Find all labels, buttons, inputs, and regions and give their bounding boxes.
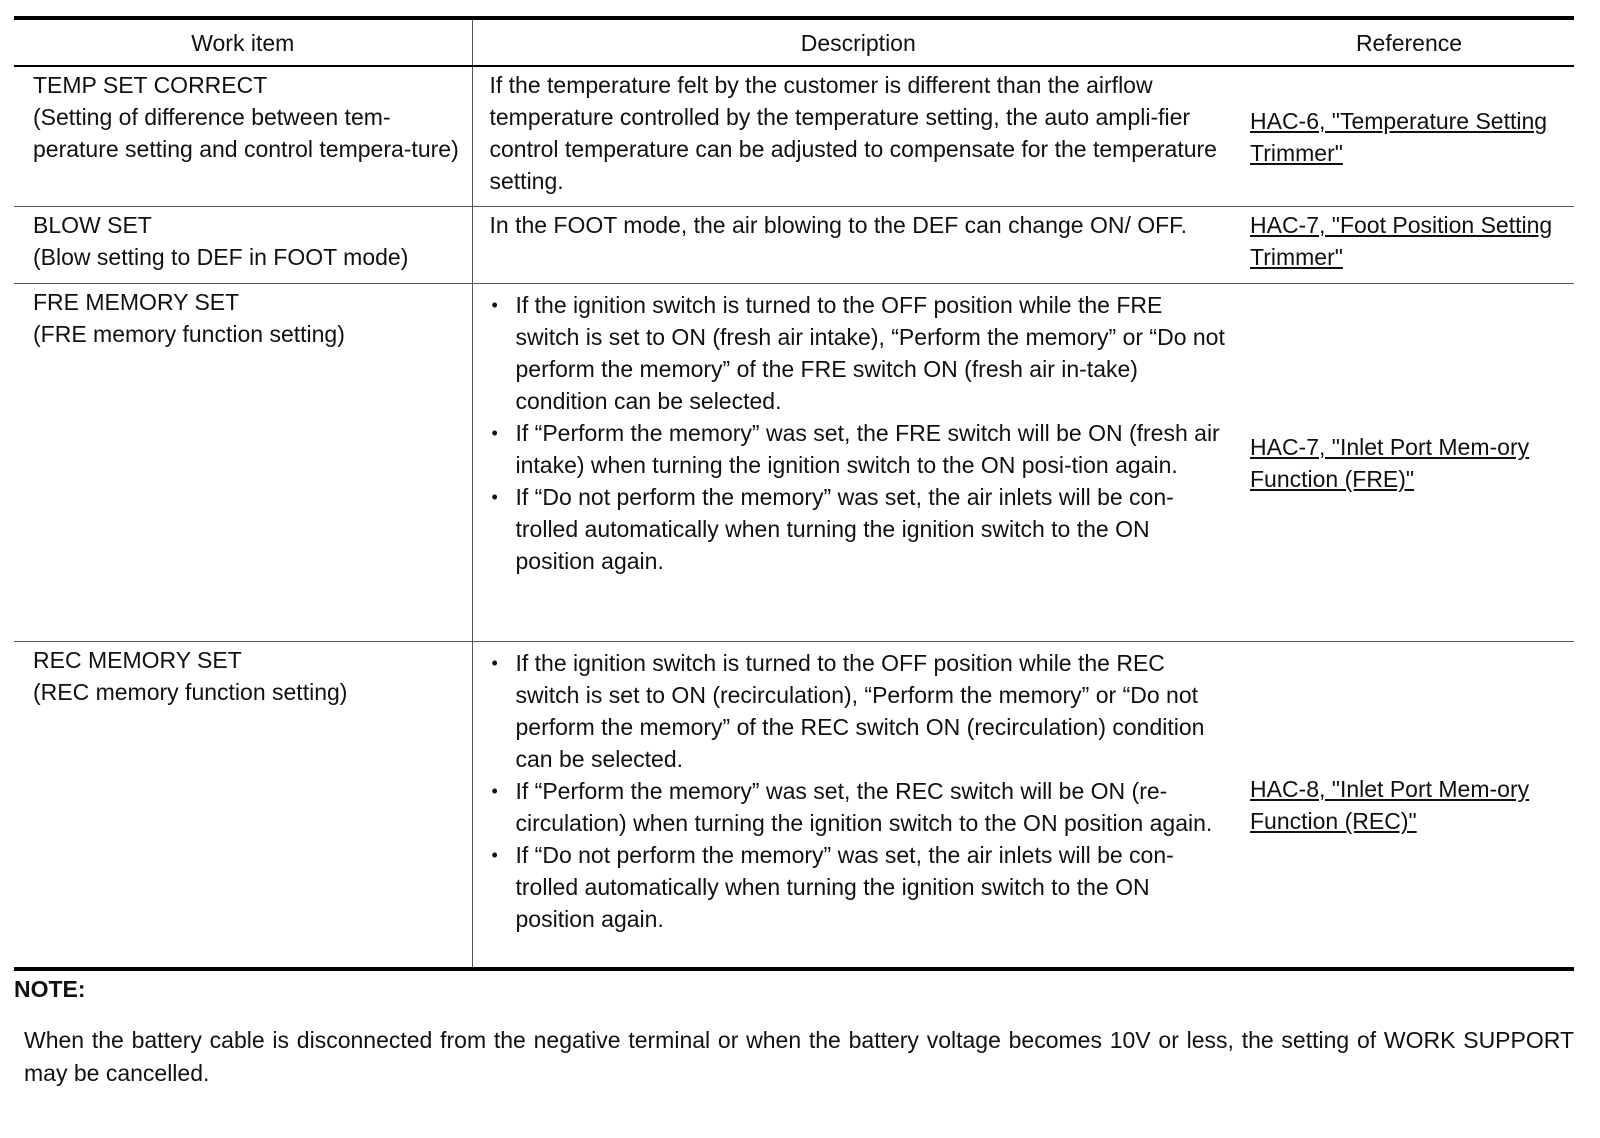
document-page [14, 16, 1574, 971]
reference-link[interactable]: HAC-7, "Inlet Port Mem-ory Function (FRE)" [1250, 434, 1530, 492]
work-item-cell [14, 641, 472, 969]
work-item-title: REC MEMORY SET [33, 646, 242, 673]
note-title: NOTE: [14, 976, 86, 1002]
bullet-item: • If “Do not perform the memory” was set, the air inlets will be con-trolled automatically when turning the ignition switch to the ON position again. [490, 839, 1229, 935]
work-support-table [14, 16, 1574, 971]
description-bullet-list [490, 286, 1229, 577]
reference-cell [1244, 641, 1574, 969]
note-text: When the battery cable is disconnected from the negative terminal or when the battery voltage becomes 10V or less, the setting of WORK SUPPORT may be cancelled. [24, 1027, 1574, 1086]
table-header-row [14, 18, 1574, 66]
work-item-subtitle: (FRE memory function setting) [33, 320, 345, 347]
description-cell [472, 283, 1244, 641]
work-item-subtitle: (Setting of difference between tem-perature setting and control tempera-ture) [33, 104, 459, 162]
reference-link[interactable]: HAC-7, "Foot Position Setting Trimmer" [1250, 211, 1553, 270]
description-text: If the temperature felt by the customer is different than the airflow temperature controlled by the temperature setting, the auto ampli-fier control temperature can be adjusted to compensate for the temperature setting. [489, 72, 1217, 194]
reference-link[interactable]: HAC-6, "Temperature Setting Trimmer" [1250, 108, 1548, 167]
work-item-cell [14, 283, 472, 641]
reference-cell [1244, 206, 1574, 283]
bullet-item: • If “Perform the memory” was set, the REC switch will be ON (re-circulation) when turning the ignition switch to the ON position again. [490, 775, 1229, 839]
work-item-title: BLOW SET [33, 211, 152, 238]
header-work-item: Work item [14, 18, 472, 66]
bullet-item: • If “Perform the memory” was set, the FRE switch will be ON (fresh air intake) when turning the ignition switch to the ON posi-tion again. [490, 417, 1229, 481]
reference-link[interactable]: HAC-8, "Inlet Port Mem-ory Function (REC)" [1250, 776, 1530, 835]
work-item-title: TEMP SET CORRECT [33, 72, 268, 98]
work-item-cell [14, 66, 472, 206]
reference-cell [1244, 283, 1574, 641]
description-text: In the FOOT mode, the air blowing to the DEF can change ON/ OFF. [489, 211, 1188, 238]
bullet-item: • If the ignition switch is turned to the OFF position while the REC switch is set to ON (recirculation), “Perform the memory” or “Do not perform the memory” of the REC switch ON (recirculation) condition can be selected. [490, 647, 1229, 775]
table-row [14, 641, 1574, 969]
reference-cell [1244, 66, 1574, 206]
work-item-subtitle: (Blow setting to DEF in FOOT mode) [33, 243, 409, 270]
work-item-subtitle: (REC memory function setting) [33, 678, 348, 705]
header-description: Description [472, 18, 1244, 66]
header-reference: Reference [1244, 18, 1574, 66]
work-item-cell [14, 206, 472, 283]
work-item-title: FRE MEMORY SET [33, 288, 240, 315]
table-row [14, 66, 1574, 206]
description-cell [472, 641, 1244, 969]
description-bullet-list [490, 644, 1229, 935]
bullet-item: • If “Do not perform the memory” was set, the air inlets will be con-trolled automatically when turning the ignition switch to the ON position again. [490, 481, 1229, 577]
table-row [14, 283, 1574, 641]
description-cell [472, 206, 1244, 283]
description-cell [472, 66, 1244, 206]
table-row [14, 206, 1574, 283]
bullet-item: • If the ignition switch is turned to the OFF position while the FRE switch is set to ON (fresh air intake), “Perform the memory” or “Do not perform the memory” of the FRE switch ON (fresh air in-take) condition can be selected. [490, 289, 1229, 417]
